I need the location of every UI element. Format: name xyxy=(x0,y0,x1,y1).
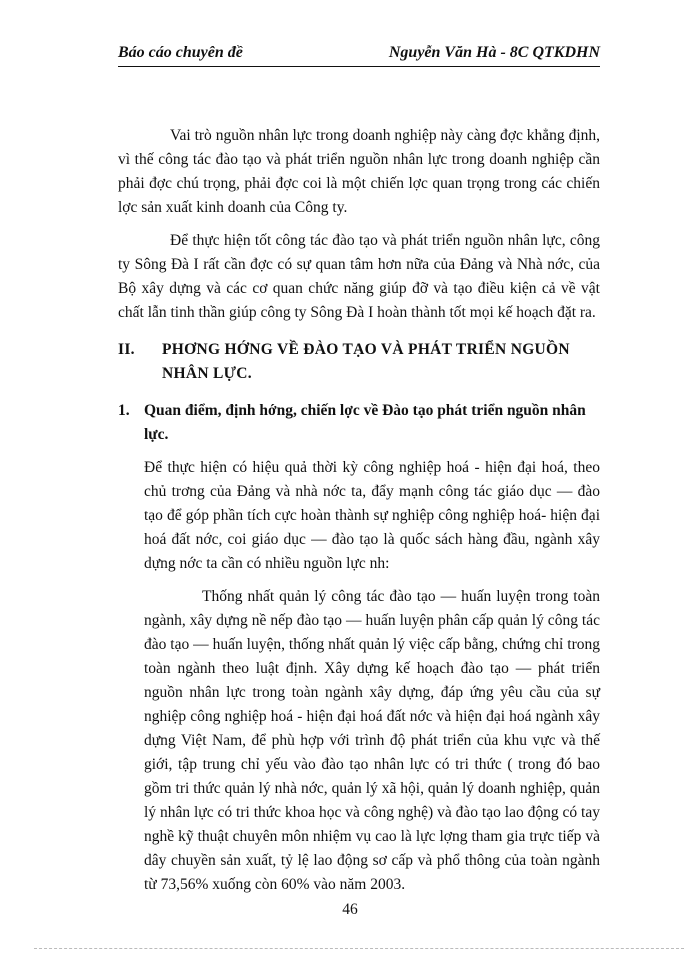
page-header xyxy=(118,42,600,66)
page-content xyxy=(118,124,600,897)
section-number: II. xyxy=(118,341,135,358)
paragraph-industrialization: Để thực hiện có hiệu quả thời kỳ công nghiệp hoá - hiện đại hoá, theo chủ trơng của Đảng và nhà nớc ta, đẩy mạnh công tác giáo dục — đào tạo để góp phần tích cực hoàn thành sự nghiệp công nghiệp hoá- hiện đại hoá đất nớc, coi giáo dục — đào tạo là quốc sách hàng đầu, ngành xây dựng nớc ta cần có nhiều nguồn lực nh: xyxy=(144,459,600,572)
subsection-title: Quan điểm, định hớng, chiến lợc về Đào tạo phát triển nguồn nhân lực. xyxy=(144,402,586,443)
paragraph-song-da-support: Để thực hiện tốt công tác đào tạo và phát triển nguồn nhân lực, công ty Sông Đà I rất cần đợc có sự quan tâm hơn nữa của Đảng và Nhà nớc, của Bộ xây dựng và các cơ quan chức năng giúp đỡ và tạo điều kiện cả về vật chất lẫn tinh thần giúp công ty Sông Đà I hoàn thành tốt mọi kế hoạch đặt ra. xyxy=(118,232,600,321)
section-title: PHƠNG HỚNG VỀ ĐÀO TẠO VÀ PHÁT TRIỂN NGUỒN NHÂN LỰC. xyxy=(162,341,570,382)
header-report-title: Báo cáo chuyên đề xyxy=(118,44,243,61)
page-bottom-edge xyxy=(34,948,684,949)
paragraph-unified-management: Thống nhất quản lý công tác đào tạo — huấn luyện trong toàn ngành, xây dựng nề nếp đào tạo — huấn luyện phân cấp quản lý công tác đào tạo — huấn luyện, thống nhất quản lý việc cấp bằng, chứng chỉ trong toàn ngành theo luật định. Xây dựng kế hoạch đào tạo — phát triển nguồn nhân lực trong toàn ngành xây dựng, đáp ứng yêu cầu của sự nghiệp công nghiệp hoá - hiện đại hoá đất nớc và hiện đại hoá ngành xây dựng Việt Nam, để phù hợp với trình độ phát triển của khu vực và thế giới, tập trung chỉ yếu vào đào tạo nhân lực có tri thức ( trong đó bao gồm tri thức quản lý nhà nớc, quản lý xã hội, quản lý doanh nghiệp, quản lý nhân lực có tri thức khoa học và công nghệ) và đào tạo lao động có tay nghề kỹ thuật chuyên môn nhiệm vụ cao là lực lợng tham gia trực tiếp và dây chuyền sản xuất, tỷ lệ lao động sơ cấp và phổ thông của toàn ngành từ 73,56% xuống còn 60% vào năm 2003. xyxy=(144,588,600,893)
header-rule xyxy=(118,66,600,67)
section-heading-ii xyxy=(118,338,600,386)
paragraph-role-of-hr: Vai trò nguồn nhân lực trong doanh nghiệp này càng đợc khẳng định, vì thế công tác đào tạo và phát triển nguồn nhân lực trong doanh nghiệp cần phải đợc chú trọng, phải đợc coi là một chiến lợc quan trọng trong các chiến lợc sản xuất kinh doanh của Công ty. xyxy=(118,127,600,216)
subsection-body xyxy=(118,456,600,897)
header-author: Nguyễn Văn Hà - 8C QTKDHN xyxy=(388,44,600,61)
page-number: 46 xyxy=(342,901,358,918)
subsection-heading-1 xyxy=(118,399,600,447)
subsection-number: 1. xyxy=(118,402,130,419)
